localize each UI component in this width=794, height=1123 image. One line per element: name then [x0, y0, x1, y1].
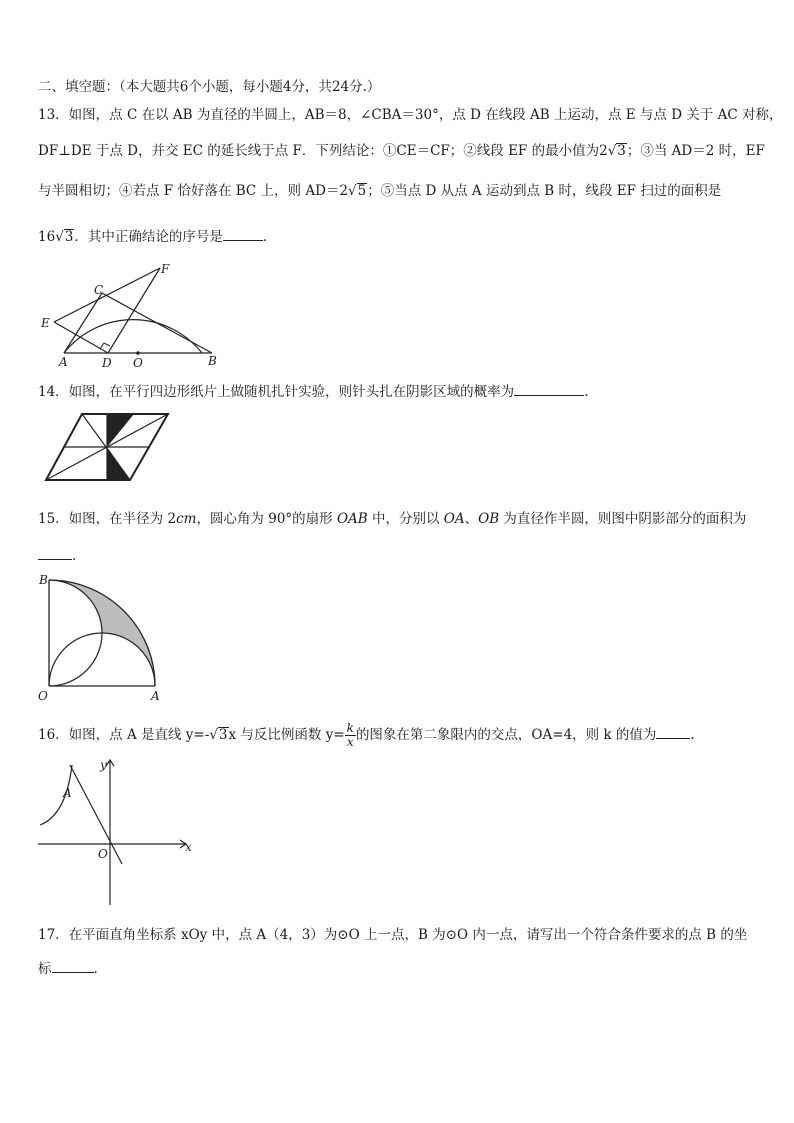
q15-blank-line: . — [38, 545, 764, 565]
q13-line3: 与半圆相切；④若点 F 恰好落在 BC 上，则 AD＝2√5；⑤当点 D 从点 A 运动到点 B 时，线段 EF 扫过的面积是 — [38, 183, 722, 199]
answer-blank-16[interactable] — [656, 724, 690, 739]
q15-text: 15．如图，在半径为 2cm，圆心角为 90°的扇形 OAB 中，分别以 OA、OB 为直径作半圆，则图中阴影部分的面积为 — [38, 511, 747, 527]
line-y-neg-sqrt3x — [70, 765, 122, 864]
label-A: A — [151, 689, 160, 703]
label-C: C — [94, 283, 104, 297]
q13-line2: DF⊥DE 于点 D，并交 EC 的延长线于点 F．下列结论：①CE＝CF；②线段 EF 的最小值为2√3；③当 AD＝2 时，EF — [38, 143, 765, 159]
fraction-k-over-x: $\frac{k}{x}$ — [346, 721, 354, 749]
label-y: y — [100, 758, 107, 772]
label-O: O — [133, 356, 143, 370]
q14-figure — [44, 410, 174, 485]
answer-blank-17[interactable] — [52, 958, 94, 973]
right-angle-mark — [100, 343, 110, 349]
label-O: O — [98, 847, 108, 861]
answer-blank-15[interactable] — [38, 545, 72, 560]
label-x: x — [185, 840, 192, 854]
line-CB — [102, 293, 212, 353]
label-A: A — [59, 355, 68, 369]
section-heading: 二、填空题：（本大题共6个小题，每小题4分，共24分.） — [38, 79, 381, 95]
label-D: D — [102, 356, 112, 370]
line-AC — [64, 293, 102, 353]
label-A: A — [63, 786, 72, 800]
label-B: B — [39, 573, 48, 587]
q16-text: 16．如图，点 A 是直线 y=-√3x 与反比例函数 y= $\frac{k}{x}$ 的图象在第二象限内的交点，OA=4，则 k 的值为 . — [38, 721, 695, 749]
q17-line2: 标 . — [38, 958, 764, 978]
label-B: B — [208, 354, 217, 368]
q14-text: 14．如图，在平行四边形纸片上做随机扎针实验，则针头扎在阴影区域的概率为 . — [38, 381, 764, 401]
label-F: F — [161, 262, 170, 276]
q16-figure — [36, 755, 196, 910]
center-point — [136, 351, 140, 355]
label-O: O — [38, 689, 48, 703]
q15-figure — [36, 570, 166, 705]
q17-line1: 17．在平面直角坐标系 xOy 中，点 A（4，3）为⊙O 上一点，B 为⊙O 内一点，请写出一个符合条件要求的点 B 的坐 — [38, 927, 748, 943]
q13-line1: 13．如图，点 C 在以 AB 为直径的半圆上，AB＝8，∠CBA＝30°，点 D 在线段 AB 上运动，点 E 与点 D 关于 AC 对称， — [38, 107, 783, 123]
q13-line4: 16√3．其中正确结论的序号是 ． — [38, 226, 764, 246]
answer-blank-14[interactable] — [514, 381, 584, 396]
label-E: E — [41, 316, 50, 330]
q13-figure — [36, 260, 236, 370]
answer-blank-13[interactable] — [223, 226, 263, 241]
